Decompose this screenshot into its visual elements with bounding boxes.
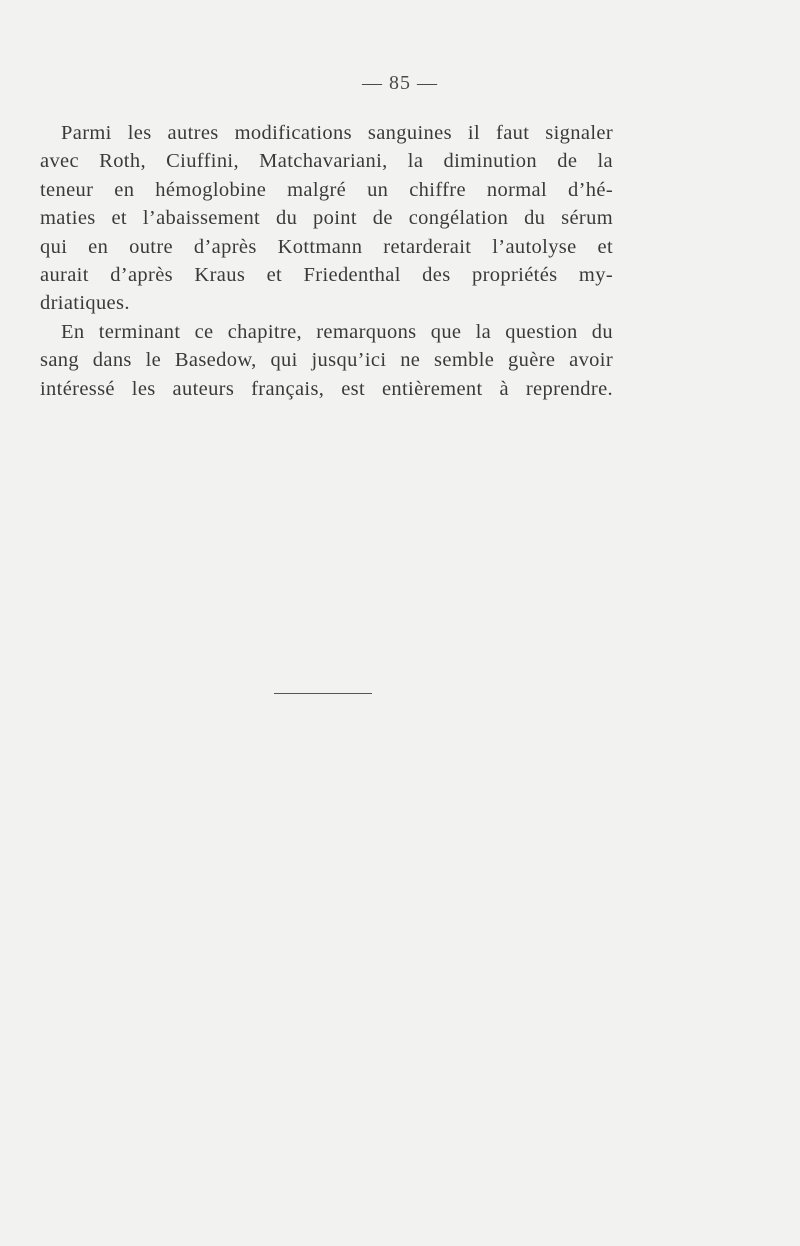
body-text — [40, 119, 613, 403]
text-line: aurait d’après Kraus et Friedenthal des propriétés my- — [40, 263, 613, 286]
text-line: Parmi les autres modifications sanguines il faut signaler — [61, 122, 613, 144]
text-line: En terminant ce chapitre, remarquons que la question du — [61, 320, 613, 343]
text-line: driatiques. — [40, 292, 130, 315]
text-line: sang dans le Basedow, qui jusqu’ici ne semble guère avoir — [40, 349, 613, 372]
paragraph-1 — [40, 119, 613, 318]
text-line: qui en outre d’après Kottmann retarderait l’autolyse et — [40, 235, 613, 258]
text-line: maties et l’abaissement du point de congélation du sérum — [40, 207, 613, 230]
text-line: avec Roth, Ciuffini, Matchavariani, la diminution de la — [40, 150, 613, 173]
page-number: — 85 — — [362, 72, 438, 94]
paragraph-2 — [40, 318, 613, 403]
section-divider — [274, 693, 372, 694]
text-line: intéressé les auteurs français, est entièrement à reprendre. — [40, 377, 613, 400]
text-line: teneur en hémoglobine malgré un chiffre normal d’hé- — [40, 178, 613, 201]
